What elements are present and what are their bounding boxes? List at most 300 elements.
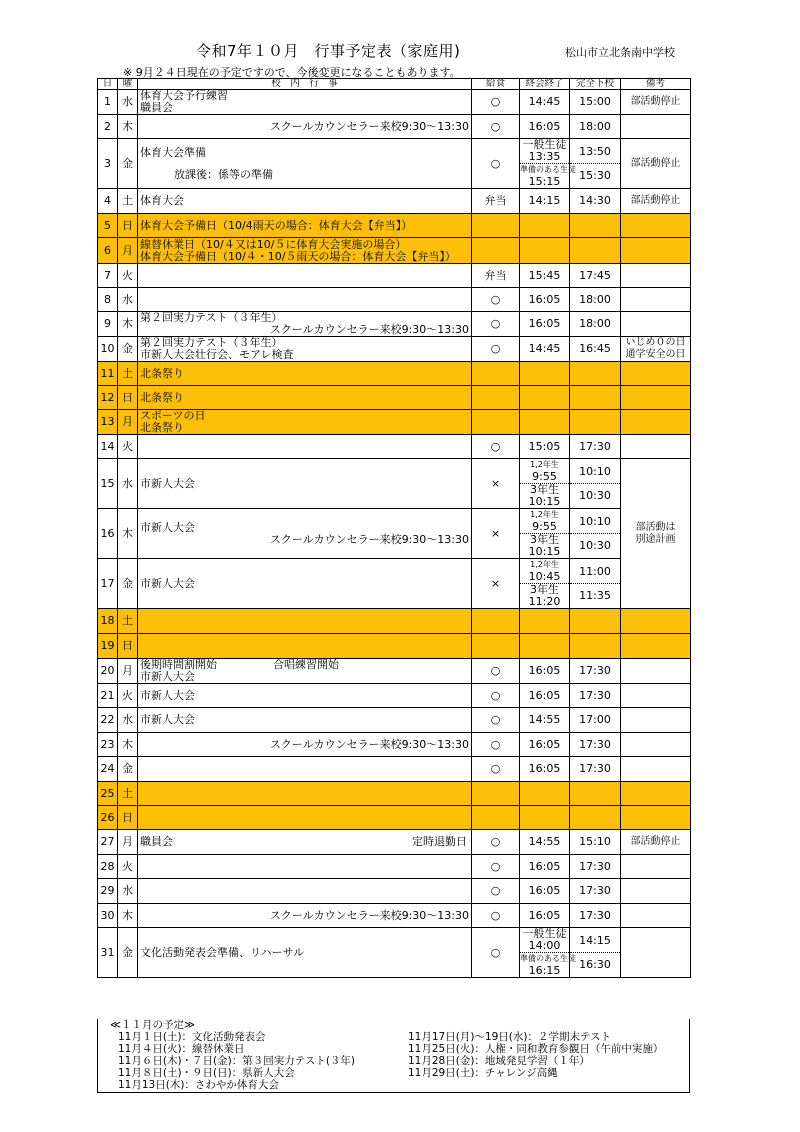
leave-time-cell: 17:30: [570, 757, 621, 782]
events-cell: [138, 830, 472, 855]
day-cell: 1: [98, 90, 118, 115]
events-cell: [138, 928, 472, 978]
table-row: [98, 782, 691, 806]
end-time-cell: 16:05: [520, 733, 570, 757]
dow-cell: 土: [118, 782, 138, 806]
table-row: [98, 659, 691, 684]
leave-time-b: 15:30: [579, 169, 611, 182]
events-cell: [138, 238, 472, 264]
day-cell: 14: [98, 435, 118, 459]
event-line: [138, 836, 471, 848]
group-label: 1,2年生: [530, 510, 559, 519]
events-cell: [138, 904, 472, 928]
remarks-cell: [621, 708, 691, 733]
leave-time-cell: 17:30: [570, 659, 621, 684]
notice-text: ※ 9月２４日現在の予定ですので、今後変更になることもあります。: [123, 66, 461, 79]
lunch-cell: [472, 634, 520, 659]
table-row: [98, 879, 691, 904]
table-row: [98, 337, 691, 362]
dow-cell: 火: [118, 855, 138, 879]
day-cell: 29: [98, 879, 118, 904]
leave-time-cell: 15:10: [570, 830, 621, 855]
leave-time-cell: [570, 609, 621, 634]
lunch-cell: 弁当: [472, 264, 520, 288]
leave-time-cell: [570, 928, 621, 978]
event-text: 第２回実力テスト（３年生）: [140, 311, 283, 324]
leave-time-cell: [570, 459, 621, 509]
leave-time-cell: 17:30: [570, 904, 621, 928]
events-cell: [138, 609, 472, 634]
lunch-cell: ○: [472, 90, 520, 115]
end-time-cell: [520, 214, 570, 238]
lunch-cell: ○: [472, 435, 520, 459]
leave-time-cell: 18:00: [570, 115, 621, 139]
event-text: 体育大会予備日（10/４・10/５雨天の場合：体育大会【弁当】）: [140, 249, 456, 263]
day-cell: 15: [98, 459, 118, 509]
leave-time-cell: 18:00: [570, 288, 621, 312]
table-row: [98, 806, 691, 830]
november-item: 11月６日(木)・７日(金)：第３回実力テスト(３年): [118, 1055, 356, 1067]
end-time-cell: 14:45: [520, 90, 570, 115]
table-row: [98, 559, 691, 609]
remarks-cell: [621, 435, 691, 459]
dow-cell: 日: [118, 214, 138, 238]
day-cell: 18: [98, 609, 118, 634]
lunch-cell: [472, 806, 520, 830]
remarks-cell: [621, 634, 691, 659]
day-cell: 30: [98, 904, 118, 928]
lunch-cell: ○: [472, 928, 520, 978]
remarks-cell: [621, 264, 691, 288]
leave-time-a: 10:10: [570, 460, 620, 484]
remarks-cell: [621, 238, 691, 264]
events-cell: [138, 459, 472, 509]
events-cell: [138, 214, 472, 238]
table-row: [98, 312, 691, 337]
events-cell: [138, 189, 472, 214]
november-item: 11月17日(月)～19日(水)：２学期末テスト: [408, 1031, 612, 1043]
end-time-cell: 16:05: [520, 115, 570, 139]
leave-time-b: 10:30: [579, 489, 611, 502]
end-time-cell: 16:05: [520, 684, 570, 708]
leave-time-cell: [570, 214, 621, 238]
header-remarks: 備考: [621, 79, 691, 90]
lunch-cell: [472, 238, 520, 264]
lunch-cell: [472, 386, 520, 410]
remarks-cell: [621, 115, 691, 139]
remarks-cell: [621, 904, 691, 928]
dow-cell: 金: [118, 928, 138, 978]
remarks-cell: [621, 757, 691, 782]
event-text: スクールカウンセラー来校9:30～13:30: [269, 532, 469, 546]
remarks-cell: 部活動停止: [621, 90, 691, 115]
leave-time-cell: 17:00: [570, 708, 621, 733]
remarks-cell: 部活動停止: [621, 189, 691, 214]
event-text: 後期時間割開始: [140, 658, 217, 671]
group-time: 11:20: [528, 595, 561, 608]
leave-time-cell: 17:30: [570, 855, 621, 879]
day-cell: 23: [98, 733, 118, 757]
events-cell: [138, 757, 472, 782]
remarks-cell: [621, 782, 691, 806]
table-row: [98, 509, 691, 559]
table-row: [98, 238, 691, 264]
lunch-cell: ×: [472, 559, 520, 609]
end-time-cell: [520, 386, 570, 410]
group-time: 10:45: [528, 570, 561, 583]
event-text: 北条祭り: [140, 421, 184, 434]
end-time-cell: [520, 459, 570, 509]
event-text: 市新人大会: [140, 476, 195, 490]
leave-time-b: 10:30: [579, 539, 611, 552]
event-text: 市新人大会: [140, 688, 195, 702]
dow-cell: 水: [118, 879, 138, 904]
events-cell: [138, 362, 472, 386]
remarks-cell: [621, 312, 691, 337]
end-time-cell: 14:15: [520, 189, 570, 214]
remarks-cell: [621, 459, 691, 609]
events-cell: [138, 386, 472, 410]
events-cell: [138, 435, 472, 459]
november-right-list: [408, 1031, 663, 1079]
november-left-list: [118, 1031, 355, 1091]
group-label: 3年生: [530, 483, 559, 496]
dow-cell: 金: [118, 139, 138, 189]
event-text: スクールカウンセラー来校9:30～13:30: [269, 908, 469, 922]
lunch-cell: ×: [472, 509, 520, 559]
dow-cell: 土: [118, 609, 138, 634]
dow-cell: 木: [118, 509, 138, 559]
leave-time-cell: [570, 362, 621, 386]
leave-time-cell: 17:30: [570, 879, 621, 904]
november-item: 11月13日(木)：さわやか体育大会: [118, 1079, 279, 1091]
table-row: [98, 139, 691, 189]
day-cell: 13: [98, 410, 118, 435]
table-row: [98, 435, 691, 459]
day-cell: 2: [98, 115, 118, 139]
lunch-cell: ○: [472, 312, 520, 337]
lunch-cell: ○: [472, 855, 520, 879]
remarks-cell: [621, 684, 691, 708]
end-time-group-a: [520, 928, 569, 953]
event-text: スポーツの日: [140, 409, 206, 422]
event-text: 市新人大会壮行会、モアレ検査: [140, 348, 294, 361]
events-cell: [138, 288, 472, 312]
day-cell: 22: [98, 708, 118, 733]
dow-cell: 月: [118, 830, 138, 855]
events-cell: [138, 806, 472, 830]
group-time: 16:15: [528, 964, 561, 977]
end-time-cell: 16:05: [520, 288, 570, 312]
remarks-cell: [621, 855, 691, 879]
day-cell: 26: [98, 806, 118, 830]
header-day: 日: [98, 79, 118, 90]
table-row: [98, 214, 691, 238]
november-item: 11月１日(土)：文化活動発表会: [118, 1031, 266, 1043]
dow-cell: 木: [118, 904, 138, 928]
end-time-group-b: [520, 164, 576, 188]
remark-line: 通学安全の日: [625, 349, 686, 360]
dow-cell: 火: [118, 435, 138, 459]
event-text: 北条祭り: [140, 390, 184, 404]
day-cell: 4: [98, 189, 118, 214]
november-header: ≪１１月の予定≫: [110, 1019, 195, 1031]
end-time-cell: [520, 410, 570, 435]
leave-time-cell: [570, 634, 621, 659]
event-text: 市新人大会: [140, 713, 195, 726]
end-time-cell: 14:45: [520, 337, 570, 362]
events-cell: [138, 684, 472, 708]
day-cell: 12: [98, 386, 118, 410]
leave-time-cell: [570, 806, 621, 830]
day-cell: 25: [98, 782, 118, 806]
remarks-cell: [621, 879, 691, 904]
day-cell: 9: [98, 312, 118, 337]
end-time-cell: 15:05: [520, 435, 570, 459]
page-title: 令和7年１０月 行事予定表（家庭用): [196, 42, 461, 60]
table-row: [98, 634, 691, 659]
lunch-cell: ○: [472, 830, 520, 855]
lunch-cell: ○: [472, 288, 520, 312]
schedule-table: [97, 78, 691, 978]
end-time-cell: [520, 509, 570, 559]
leave-time-cell: [570, 238, 621, 264]
end-time-group-a: [520, 139, 569, 164]
lunch-cell: [472, 362, 520, 386]
events-cell: [138, 559, 472, 609]
end-time-cell: [520, 362, 570, 386]
end-time-cell: [520, 782, 570, 806]
group-label: 3年生: [530, 583, 559, 596]
table-row: [98, 362, 691, 386]
group-time: 10:15: [528, 495, 561, 508]
lunch-cell: ○: [472, 733, 520, 757]
leave-time-cell: 15:00: [570, 90, 621, 115]
leave-time-a: 14:15: [570, 929, 620, 953]
day-cell: 21: [98, 684, 118, 708]
group-time: 9:55: [532, 520, 557, 533]
table-row: [98, 459, 691, 509]
lunch-cell: [472, 782, 520, 806]
event-text: 体育大会: [140, 194, 184, 207]
leave-time-cell: 16:45: [570, 337, 621, 362]
remarks-cell: [621, 609, 691, 634]
table-row: [98, 904, 691, 928]
end-time-group-b: [520, 534, 569, 558]
event-text: 市新人大会: [140, 670, 195, 683]
table-row: [98, 708, 691, 733]
dow-cell: 日: [118, 386, 138, 410]
event-text: 職員会: [140, 835, 173, 848]
day-cell: 16: [98, 509, 118, 559]
event-text: 北条祭り: [140, 366, 184, 380]
end-time-group-b: [520, 584, 569, 608]
remarks-cell: [621, 288, 691, 312]
remarks-cell: [621, 337, 691, 362]
leave-time-cell: 14:30: [570, 189, 621, 214]
dow-cell: 月: [118, 659, 138, 684]
remarks-cell: [621, 410, 691, 435]
day-cell: 24: [98, 757, 118, 782]
leave-time-cell: 17:30: [570, 733, 621, 757]
dow-cell: 日: [118, 806, 138, 830]
remark-line: いじめ０の日: [625, 337, 686, 348]
table-row: [98, 386, 691, 410]
november-schedule: [97, 1019, 690, 1093]
header-lunch: 給食: [472, 79, 520, 90]
group-time: 13:35: [528, 150, 561, 163]
event-text: 第２回実力テスト（３年生）: [140, 336, 283, 349]
group-time: 10:15: [528, 545, 561, 558]
group-label: 3年生: [530, 533, 559, 546]
table-row: [98, 288, 691, 312]
remarks-cell: [621, 659, 691, 684]
end-time-cell: 16:05: [520, 879, 570, 904]
day-cell: 19: [98, 634, 118, 659]
remarks-cell: [621, 386, 691, 410]
leave-time-a: 13:50: [570, 140, 620, 164]
events-cell: [138, 410, 472, 435]
end-time-cell: [520, 634, 570, 659]
lunch-cell: ○: [472, 708, 520, 733]
event-text: スクールカウンセラー来校9:30～13:30: [269, 119, 469, 133]
end-time-cell: [520, 927, 576, 978]
end-time-cell: 16:05: [520, 659, 570, 684]
end-time-group-a: [520, 459, 569, 484]
dow-cell: 日: [118, 634, 138, 659]
day-cell: 7: [98, 264, 118, 288]
end-time-cell: [520, 138, 576, 189]
table-header-row: [98, 79, 691, 90]
event-text: 体育大会予行練習: [140, 89, 228, 102]
table-row: [98, 90, 691, 115]
event-text: 合唱練習開始: [273, 658, 339, 671]
end-time-cell: 16:05: [520, 855, 570, 879]
event-text: 体育大会準備: [140, 145, 206, 159]
end-time-cell: [520, 559, 570, 609]
event-text: 市新人大会: [140, 520, 195, 534]
remarks-cell: 部活動停止: [621, 139, 691, 189]
leave-time-a: 10:10: [570, 510, 620, 534]
day-cell: 27: [98, 830, 118, 855]
remarks-cell: [621, 362, 691, 386]
table-row: [98, 830, 691, 855]
remarks-cell: [621, 733, 691, 757]
events-cell: [138, 90, 472, 115]
lunch-cell: ○: [472, 904, 520, 928]
end-time-cell: 16:05: [520, 904, 570, 928]
events-cell: [138, 733, 472, 757]
lunch-cell: ○: [472, 684, 520, 708]
table-row: [98, 264, 691, 288]
events-cell: [138, 139, 472, 189]
end-time-cell: 14:55: [520, 830, 570, 855]
dow-cell: 火: [118, 684, 138, 708]
leave-time-a: 11:00: [570, 560, 620, 584]
end-time-cell: [520, 806, 570, 830]
lunch-cell: [472, 214, 520, 238]
events-cell: [138, 264, 472, 288]
events-cell: [138, 659, 472, 684]
group-time: 15:15: [528, 175, 561, 188]
table-row: [98, 855, 691, 879]
end-time-cell: 16:05: [520, 757, 570, 782]
table-row: [98, 684, 691, 708]
end-time-group-b: [520, 953, 576, 977]
november-item: 11月28日(金)：地域発見学習（１年）: [408, 1055, 590, 1067]
leave-time-cell: [570, 782, 621, 806]
events-cell: [138, 115, 472, 139]
dow-cell: 木: [118, 312, 138, 337]
event-text: 市新人大会: [140, 576, 195, 590]
dow-cell: 金: [118, 337, 138, 362]
day-cell: 3: [98, 139, 118, 189]
leave-time-cell: 17:30: [570, 684, 621, 708]
header-end: 終会終了: [520, 79, 570, 90]
lunch-cell: ○: [472, 139, 520, 189]
lunch-cell: [472, 609, 520, 634]
group-label: 一般生徒: [522, 927, 567, 940]
dow-cell: 金: [118, 559, 138, 609]
group-label: 一般生徒: [522, 138, 567, 151]
dow-cell: 金: [118, 757, 138, 782]
dow-cell: 水: [118, 708, 138, 733]
remark-line: 部活動は: [635, 521, 676, 533]
dow-cell: 水: [118, 288, 138, 312]
day-cell: 8: [98, 288, 118, 312]
day-cell: 31: [98, 928, 118, 978]
school-name: 松山市立北条南中学校: [565, 46, 675, 59]
lunch-cell: [472, 410, 520, 435]
remark-line: 別途計画: [635, 533, 676, 545]
day-cell: 6: [98, 238, 118, 264]
event-text: 放課後：係等の準備: [174, 167, 273, 181]
group-label: 1,2年生: [530, 460, 559, 469]
table-row: [98, 757, 691, 782]
lunch-cell: ○: [472, 337, 520, 362]
day-cell: 28: [98, 855, 118, 879]
header-dow: 曜: [118, 79, 138, 90]
dow-cell: 土: [118, 362, 138, 386]
november-item: 11月25日(火)：人権・同和教育参観日（午前中実施）: [408, 1043, 664, 1055]
leave-time-cell: [570, 410, 621, 435]
leave-time-b: 11:35: [579, 589, 611, 602]
event-text: 定時退勤日: [412, 835, 467, 848]
dow-cell: 月: [118, 410, 138, 435]
day-cell: 10: [98, 337, 118, 362]
event-text: 線替休業日（10/４又は10/５に体育大会実施の場合）: [140, 237, 407, 251]
day-cell: 5: [98, 214, 118, 238]
lunch-cell: ×: [472, 459, 520, 509]
end-time-cell: 16:05: [520, 312, 570, 337]
event-text: 体育大会予備日（10/4雨天の場合：体育大会【弁当】）: [140, 218, 413, 232]
dow-cell: 火: [118, 264, 138, 288]
end-time-cell: 14:55: [520, 708, 570, 733]
group-time: 9:55: [532, 470, 557, 483]
dow-cell: 木: [118, 115, 138, 139]
events-cell: [138, 337, 472, 362]
event-text: スクールカウンセラー来校9:30～13:30: [269, 737, 469, 751]
table-row: [98, 609, 691, 634]
event-text: スクールカウンセラー来校9:30～13:30: [269, 323, 469, 336]
events-cell: [138, 312, 472, 337]
end-time-group-b: [520, 484, 569, 508]
leave-time-cell: [570, 559, 621, 609]
dow-cell: 木: [118, 733, 138, 757]
november-item: 11月29日(土)：チャレンジ高縄: [408, 1067, 558, 1079]
table-row: [98, 733, 691, 757]
remarks-cell: [621, 928, 691, 978]
